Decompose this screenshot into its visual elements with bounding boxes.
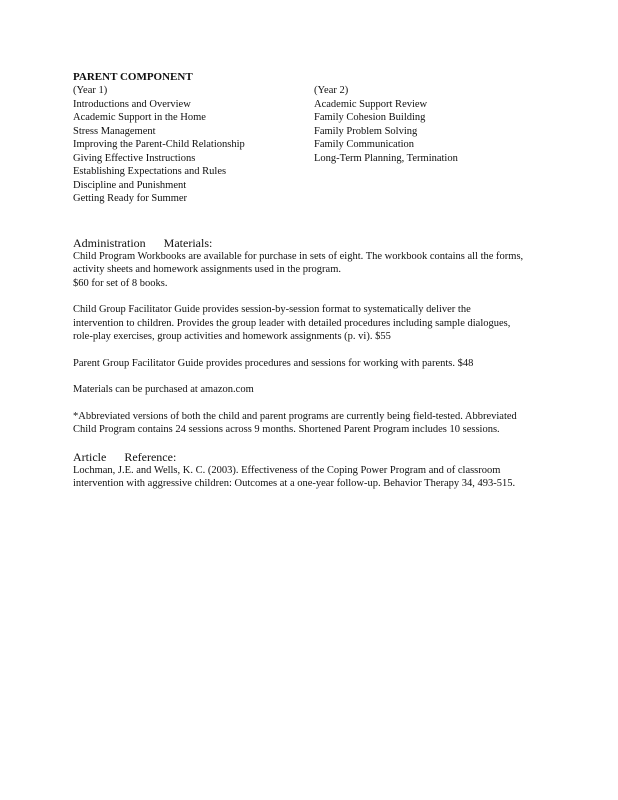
abbreviated-paragraph: [73, 410, 563, 437]
spacer: [73, 397, 563, 410]
year1-session: Getting Ready for Summer: [73, 193, 188, 204]
year2-session: Family Problem Solving: [314, 125, 418, 137]
spacer: [73, 344, 563, 357]
section-heading-parent-component: PARENT COMPONENT: [73, 71, 193, 83]
year2-session: Academic Support Review: [314, 98, 428, 110]
child-guide-line: Child Group Facilitator Guide provides session-by-session format to systematically deliver the: [73, 304, 471, 315]
year1-session: Stress Management: [73, 125, 156, 137]
purchase-paragraph: Materials can be purchased at amazon.com: [73, 384, 254, 395]
workbooks-line: activity sheets and homework assignments used in the program.: [73, 264, 341, 275]
spacer: [73, 437, 563, 450]
year1-column: [73, 84, 314, 206]
year2-label: (Year 2): [314, 85, 349, 96]
reference-title-word: Reference:: [124, 449, 177, 464]
spacer: [73, 290, 563, 303]
article-reference-paragraph: [73, 464, 563, 491]
year1-session: Introductions and Overview: [73, 98, 191, 110]
spacer: [73, 206, 563, 236]
article-title: [73, 450, 563, 464]
administration-title: [73, 236, 563, 250]
child-guide-paragraph: [73, 303, 563, 344]
article-title-word: Article: [73, 449, 107, 464]
spacer: [73, 370, 563, 383]
year1-session: Discipline and Punishment: [73, 179, 187, 191]
year1-session: Improving the Parent-Child Relationship: [73, 139, 245, 150]
abbreviated-line: *Abbreviated versions of both the child and parent programs are currently being field-tested. Abbreviated: [73, 410, 517, 422]
year2-session: Long-Term Planning, Termination: [314, 152, 458, 164]
article-reference-line: intervention with aggressive children: Outcomes at a one-year follow-up. Behavior Therapy 34, 493-515.: [73, 478, 516, 489]
workbooks-price: $60 for set of 8 books.: [73, 277, 168, 289]
document-page: [73, 70, 563, 491]
year1-label: (Year 1): [73, 85, 108, 96]
session-columns: [73, 84, 563, 206]
administration-title-word: Administration: [73, 235, 146, 250]
year1-session: Giving Effective Instructions: [73, 152, 196, 164]
year2-session: Family Cohesion Building: [314, 112, 426, 123]
year1-session: Academic Support in the Home: [73, 112, 206, 123]
abbreviated-line: Child Program contains 24 sessions across 9 months. Shortened Parent Program includes 10 sessions.: [73, 424, 500, 435]
workbooks-line: Child Program Workbooks are available for purchase in sets of eight. The workbook contains all the forms,: [73, 250, 524, 262]
year1-session: Establishing Expectations and Rules: [73, 166, 227, 177]
article-reference-line: Lochman, J.E. and Wells, K. C. (2003). Effectiveness of the Coping Power Program and of classroom: [73, 464, 501, 476]
parent-guide-paragraph: Parent Group Facilitator Guide provides procedures and sessions for working with parents. $48: [73, 357, 474, 369]
year2-session: Family Communication: [314, 139, 415, 150]
year2-column: [314, 84, 554, 206]
child-guide-line: intervention to children. Provides the group leader with detailed procedures including sample dialogues,: [73, 317, 511, 329]
workbooks-paragraph: [73, 250, 563, 291]
child-guide-line: role-play exercises, group activities and homework assignments (p. vi). $55: [73, 331, 391, 342]
materials-title-word: Materials:: [163, 235, 213, 250]
